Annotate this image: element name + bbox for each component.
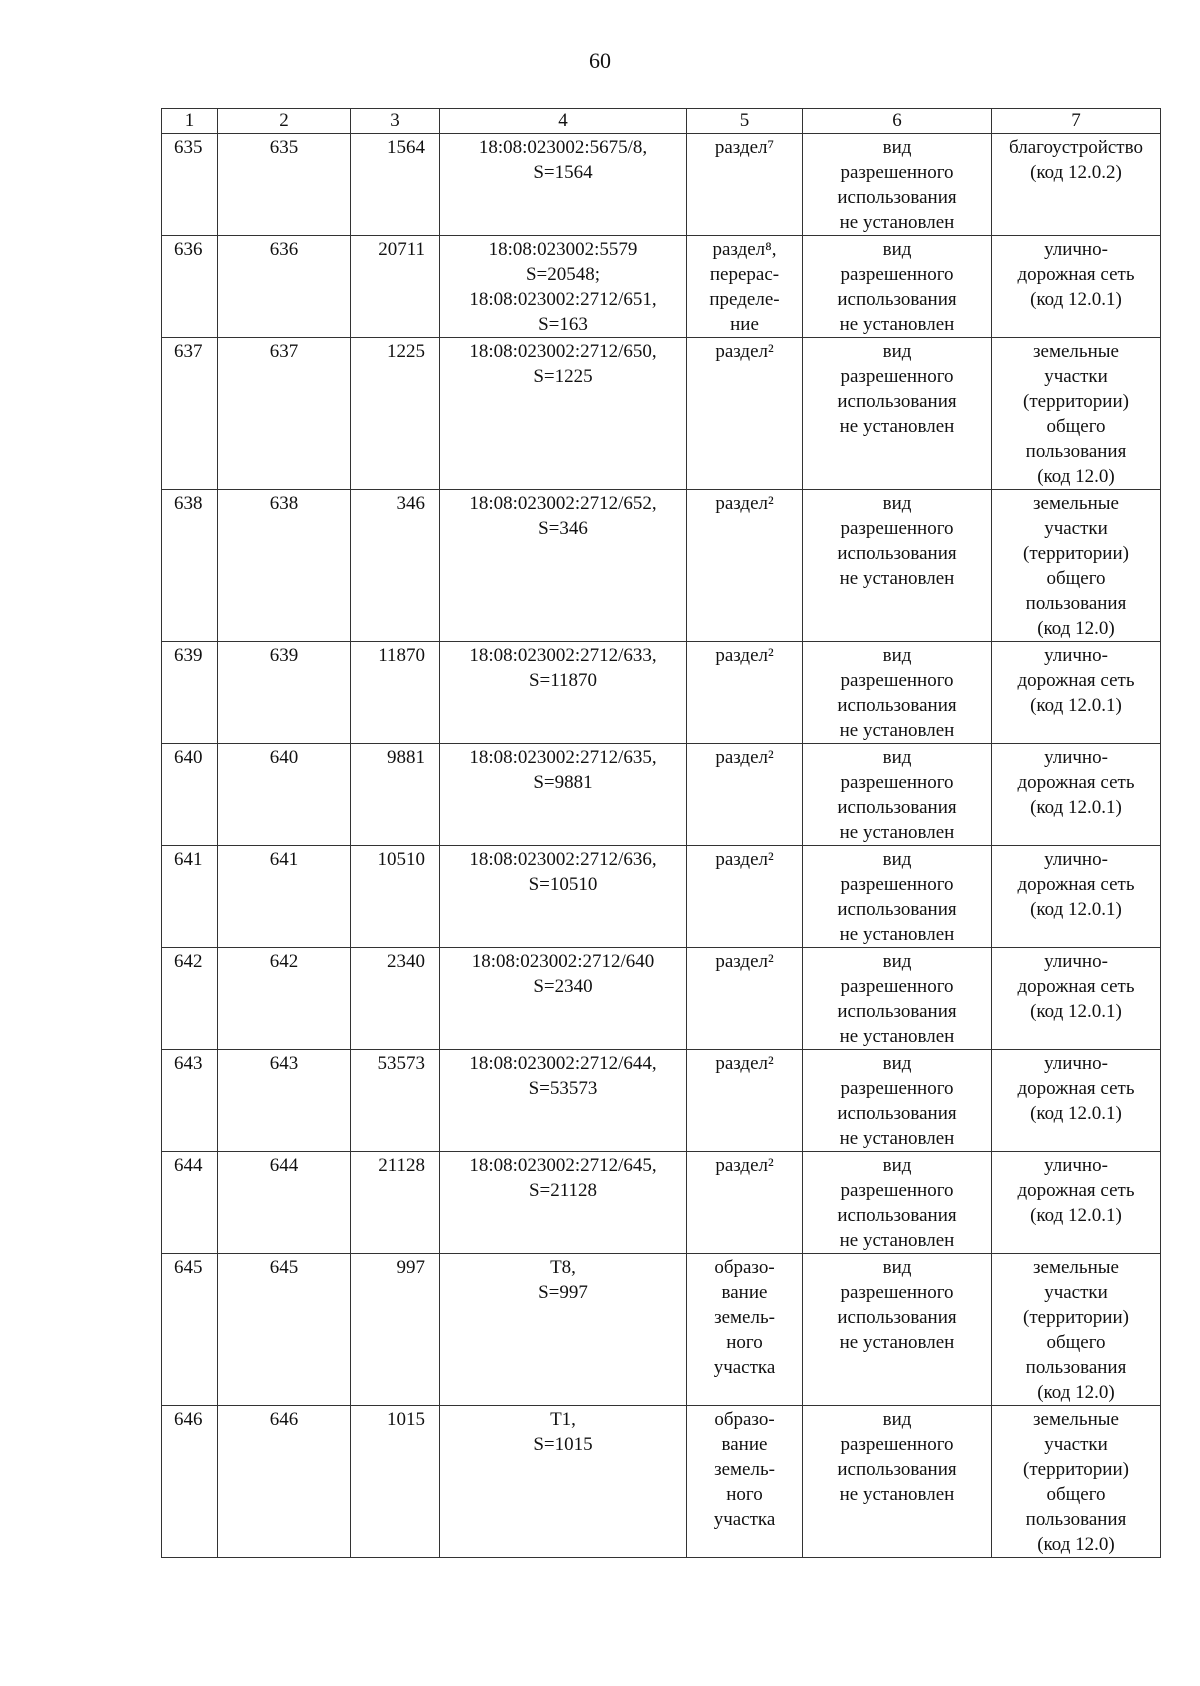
table-cell-c6: вид разрешенного использования не установлен [803, 1152, 992, 1254]
table-cell-c7: улично- дорожная сеть (код 12.0.1) [992, 1050, 1161, 1152]
header-row [162, 109, 1161, 134]
table-cell-c7: улично- дорожная сеть (код 12.0.1) [992, 642, 1161, 744]
table-cell-c6: вид разрешенного использования не установлен [803, 1254, 992, 1406]
table-cell-c1: 635 [162, 134, 218, 236]
table-cell-c2: 636 [218, 236, 351, 338]
table-cell-c3: 10510 [351, 846, 440, 948]
table-cell-c5: раздел² [687, 1050, 803, 1152]
table-cell-c2: 644 [218, 1152, 351, 1254]
page-number: 60 [589, 48, 611, 73]
table-cell-c7: земельные участки (территории) общего пользования (код 12.0) [992, 338, 1161, 490]
table-cell-c3: 53573 [351, 1050, 440, 1152]
table-cell-c4: Т8, S=997 [440, 1254, 687, 1406]
table-cell-c6: вид разрешенного использования не установлен [803, 236, 992, 338]
table-cell-c7: земельные участки (территории) общего пользования (код 12.0) [992, 490, 1161, 642]
table-row [162, 744, 1161, 846]
table-cell-c3: 21128 [351, 1152, 440, 1254]
table-cell-c1: 642 [162, 948, 218, 1050]
table-cell-c4: 18:08:023002:2712/652, S=346 [440, 490, 687, 642]
table-cell-c7: улично- дорожная сеть (код 12.0.1) [992, 744, 1161, 846]
table-cell-c7: улично- дорожная сеть (код 12.0.1) [992, 236, 1161, 338]
table-cell-c3: 2340 [351, 948, 440, 1050]
table-cell-c2: 643 [218, 1050, 351, 1152]
table-cell-c4: 18:08:023002:2712/636, S=10510 [440, 846, 687, 948]
table-cell-c3: 1015 [351, 1406, 440, 1558]
table-cell-c7: улично- дорожная сеть (код 12.0.1) [992, 846, 1161, 948]
table-cell-c4: 18:08:023002:2712/640 S=2340 [440, 948, 687, 1050]
table-cell-c2: 637 [218, 338, 351, 490]
table-cell-c4: 18:08:023002:5579 S=20548; 18:08:023002:2712/651, S=163 [440, 236, 687, 338]
table-cell-c1: 644 [162, 1152, 218, 1254]
table-cell-c2: 640 [218, 744, 351, 846]
table-cell-c5: раздел² [687, 744, 803, 846]
table-cell-c7: улично- дорожная сеть (код 12.0.1) [992, 948, 1161, 1050]
table-cell-c1: 646 [162, 1406, 218, 1558]
table-cell-c6: вид разрешенного использования не установлен [803, 338, 992, 490]
table-cell-c6: вид разрешенного использования не установлен [803, 490, 992, 642]
table-cell-c3: 997 [351, 1254, 440, 1406]
table-cell-c7: земельные участки (территории) общего пользования (код 12.0) [992, 1254, 1161, 1406]
table-cell-c4: 18:08:023002:5675/8, S=1564 [440, 134, 687, 236]
land-plots-table [161, 108, 1161, 1558]
table-row [162, 490, 1161, 642]
table-cell-c2: 638 [218, 490, 351, 642]
table-cell-c6: вид разрешенного использования не установлен [803, 642, 992, 744]
table-cell-c4: 18:08:023002:2712/635, S=9881 [440, 744, 687, 846]
table-cell-c1: 637 [162, 338, 218, 490]
table-row [162, 846, 1161, 948]
table-cell-c4: Т1, S=1015 [440, 1406, 687, 1558]
table-cell-c4: 18:08:023002:2712/644, S=53573 [440, 1050, 687, 1152]
table-cell-c7: земельные участки (территории) общего пользования (код 12.0) [992, 1406, 1161, 1558]
table-cell-c5: раздел² [687, 948, 803, 1050]
table-cell-c2: 635 [218, 134, 351, 236]
header-cell: 4 [440, 109, 687, 134]
table-cell-c5: раздел⁸, перерас- пределе- ние [687, 236, 803, 338]
table-cell-c2: 646 [218, 1406, 351, 1558]
table-row [162, 338, 1161, 490]
table-cell-c1: 643 [162, 1050, 218, 1152]
table-cell-c1: 638 [162, 490, 218, 642]
table-cell-c2: 639 [218, 642, 351, 744]
table-cell-c7: улично- дорожная сеть (код 12.0.1) [992, 1152, 1161, 1254]
table-cell-c5: раздел² [687, 1152, 803, 1254]
header-cell: 1 [162, 109, 218, 134]
header-cell: 2 [218, 109, 351, 134]
table-cell-c6: вид разрешенного использования не установлен [803, 744, 992, 846]
table-row [162, 1152, 1161, 1254]
table-row [162, 1406, 1161, 1558]
table-cell-c6: вид разрешенного использования не установлен [803, 1406, 992, 1558]
table-cell-c1: 645 [162, 1254, 218, 1406]
table-cell-c3: 11870 [351, 642, 440, 744]
header-cell: 3 [351, 109, 440, 134]
table-row [162, 1050, 1161, 1152]
table-cell-c3: 20711 [351, 236, 440, 338]
table-cell-c6: вид разрешенного использования не установлен [803, 1050, 992, 1152]
table-cell-c5: раздел² [687, 642, 803, 744]
table-cell-c1: 639 [162, 642, 218, 744]
table-cell-c1: 641 [162, 846, 218, 948]
table-cell-c5: раздел⁷ [687, 134, 803, 236]
table-cell-c3: 9881 [351, 744, 440, 846]
table-cell-c4: 18:08:023002:2712/650, S=1225 [440, 338, 687, 490]
table-cell-c5: раздел² [687, 490, 803, 642]
table-cell-c1: 636 [162, 236, 218, 338]
header-cell: 5 [687, 109, 803, 134]
table-cell-c3: 1564 [351, 134, 440, 236]
table-row [162, 236, 1161, 338]
header-cell: 7 [992, 109, 1161, 134]
table-cell-c4: 18:08:023002:2712/633, S=11870 [440, 642, 687, 744]
table-cell-c3: 346 [351, 490, 440, 642]
table-cell-c1: 640 [162, 744, 218, 846]
table-cell-c2: 642 [218, 948, 351, 1050]
table-row [162, 642, 1161, 744]
table-cell-c7: благоустройство (код 12.0.2) [992, 134, 1161, 236]
table-cell-c3: 1225 [351, 338, 440, 490]
table-cell-c6: вид разрешенного использования не установлен [803, 948, 992, 1050]
table-row [162, 948, 1161, 1050]
table-cell-c5: раздел² [687, 338, 803, 490]
table-cell-c4: 18:08:023002:2712/645, S=21128 [440, 1152, 687, 1254]
header-cell: 6 [803, 109, 992, 134]
table-cell-c6: вид разрешенного использования не установлен [803, 846, 992, 948]
table-row [162, 134, 1161, 236]
table-cell-c2: 645 [218, 1254, 351, 1406]
table-row [162, 1254, 1161, 1406]
table-cell-c6: вид разрешенного использования не установлен [803, 134, 992, 236]
table-cell-c5: раздел² [687, 846, 803, 948]
table-cell-c2: 641 [218, 846, 351, 948]
table-cell-c5: образо- вание земель- ного участка [687, 1254, 803, 1406]
table-cell-c5: образо- вание земель- ного участка [687, 1406, 803, 1558]
